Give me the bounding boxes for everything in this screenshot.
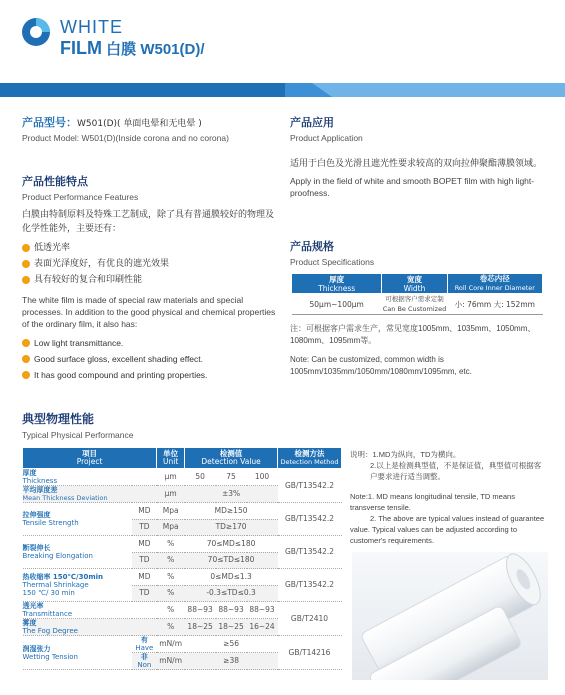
features-title: 产品性能特点: [22, 175, 88, 188]
application-section: [290, 114, 545, 199]
table-row: 润湿张力 Wetting Tension 有 Have mN/m ≥56 GB/T14216: [23, 636, 342, 653]
typical-header-value: 检测值 Detection Value: [185, 448, 278, 469]
table-row: 透光率 Transmittance % 88~93 88~93 88~93 GB/T2410: [23, 602, 342, 619]
title-film: FILM 白膜 W501(D)/: [60, 38, 205, 58]
typical-table: [22, 447, 342, 670]
model-title: 产品型号：W501(D)( 单面电晕和无电晕 ): [22, 116, 202, 129]
list-item: It has good compound and printing properties.: [22, 367, 277, 383]
typical-header-method: 检测方法 Detection Method: [278, 448, 342, 469]
film-roll-image: [352, 552, 548, 680]
remark-zh-1: 说明：1.MD为纵向，TD为横向。: [350, 450, 461, 459]
specs-note-en: Note: Can be customized, common width is 1005mm/1035mm/1050mm/1080mm/1095mm, etc.: [290, 355, 472, 376]
application-text-en: Apply in the field of white and smooth BOPET film with high light-proofness.: [290, 176, 535, 198]
title-white: WHITE: [60, 17, 123, 37]
specs-heading: [290, 238, 545, 267]
table-row: 平均厚度差 Mean Thickness Deviation μm ±3%: [23, 486, 342, 503]
remarks: [350, 449, 546, 546]
specs-title-en: Product Specifications: [290, 257, 375, 267]
table-row: TD % 70≤TD≤180: [23, 552, 342, 569]
features-section: [22, 173, 277, 383]
features-intro-zh: 白膜由特制原料及特殊工艺制成，除了具有普通膜较好的物理及化学性能外，主要还有：: [22, 210, 275, 234]
spec-width: 可根据客户需求定制 Can Be Customized: [382, 295, 447, 313]
table-row: TD Mpa TD≥170: [23, 519, 342, 536]
remark-en-2: 2. The above are typical values instead of guarantee value. Typical values can be adjusted according to customer's requirements.: [350, 514, 545, 545]
table-row: 拉伸强度 Tensile Strength MD Mpa MD≥150 GB/T13542.2: [23, 503, 342, 520]
list-item: 具有较好的复合和印刷性能: [22, 272, 277, 288]
specs-header: 厚度 Thickness: [292, 274, 382, 294]
remark-zh-2: 2.以上是检测典型值，不是保证值，典型值可根据客户要求进行适当调整。: [370, 461, 542, 481]
spec-thickness: 50μm~100μm: [292, 294, 382, 315]
typical-heading: [22, 410, 134, 440]
table-row: 断裂伸长 Breaking Elongation MD % 70≤MD≤180 GB/T13542.2: [23, 536, 342, 553]
header-band-light: [312, 83, 565, 97]
specs-header: 卷芯内径 Roll Core Inner Diameter: [447, 274, 542, 294]
features-title-en: Product Performance Features: [22, 192, 139, 202]
table-row: 雾度 The Fog Degree % 18~25 18~25 16~24: [23, 619, 342, 636]
table-row: 非 Non mN/m ≥38: [23, 653, 342, 670]
list-item: Good surface gloss, excellent shading effect.: [22, 351, 277, 367]
specs-title: 产品规格: [290, 240, 334, 253]
typical-title-en: Typical Physical Performance: [22, 430, 134, 440]
list-item: 表面光泽度好，有优良的遮光效果: [22, 256, 277, 272]
typical-header-project: 项目 Project: [23, 448, 157, 469]
features-list-en: [22, 335, 277, 383]
table-row: 厚度 Thickness μm 50 75 100 GB/T13542.2: [23, 469, 342, 486]
typical-header-unit: 单位 Unit: [157, 448, 185, 469]
features-intro-en: The white film is made of special raw materials and special processes. In addition to the good physical and chemical properties of the ordinary film, it also has:: [22, 295, 276, 329]
table-row: 热收缩率 150℃/30min Thermal Shrinkage 150 ℃/ 30 min MD % 0≤MD≤1.3 GB/T13542.2: [23, 569, 342, 586]
model-en: Product Model: W501(D)(Inside corona and no corona): [22, 133, 229, 143]
features-list-zh: [22, 240, 277, 288]
typical-title: 典型物理性能: [22, 412, 95, 426]
specs-table: [291, 273, 543, 315]
spec-core: 小: 76mm 大: 152mm: [447, 294, 542, 315]
application-title-en: Product Application: [290, 133, 363, 143]
application-title: 产品应用: [290, 116, 334, 129]
model-section: [22, 114, 277, 143]
application-text-zh: 适用于白色及光滑且遮光性要求较高的双向拉伸聚酯薄膜领域。: [290, 159, 543, 169]
list-item: 低透光率: [22, 240, 277, 256]
list-item: Low light transmittance.: [22, 335, 277, 351]
remark-en-1: Note:1. MD means longitudinal tensile, TD means transverse tensile.: [350, 492, 515, 512]
specs-note-zh: 注：可根据客户需求生产，常见宽度1005mm、1035mm、1050mm、1080mm、1095mm等。: [290, 324, 536, 345]
table-row: TD % -0.3≤TD≤0.3: [23, 585, 342, 602]
specs-header: 宽度 Width: [382, 274, 447, 294]
brand-logo-icon: [22, 18, 50, 46]
